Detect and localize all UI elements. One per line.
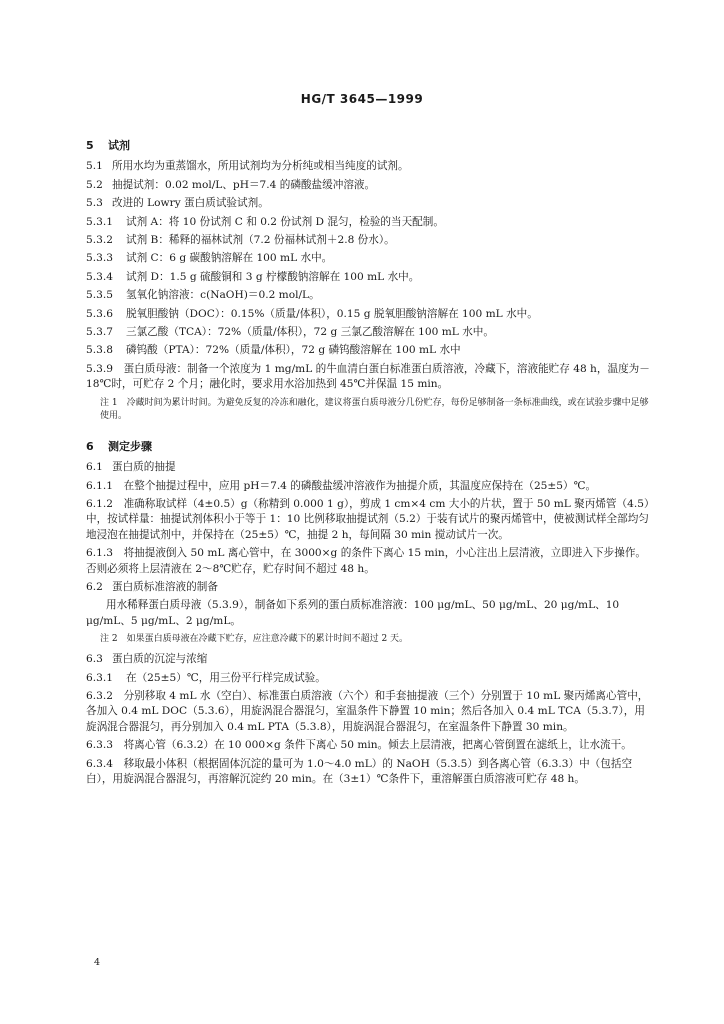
section-5-heading: 5 试剂 xyxy=(86,139,130,152)
page-number: 4 xyxy=(94,957,101,968)
clause-5-3-2: 5.3.2 试剂 B：稀释的福林试剂（7.2 份福林试剂＋2.8 份水）。 xyxy=(86,234,395,247)
page-header: HG/T 3645—1999 xyxy=(300,92,424,106)
clause-5-3-1: 5.3.1 试剂 A：将 10 份试剂 C 和 0.2 份试剂 D 混匀，检验的当天配制。 xyxy=(86,215,444,228)
clause-6-3: 6.3 蛋白质的沉淀与浓缩 xyxy=(86,653,208,666)
clause-6-3-3: 6.3.3 将离心管（6.3.2）在 10 000×g 条件下离心 50 min。倾去上层清液，把离心管倒置在滤纸上，让水流干。 xyxy=(86,739,632,752)
clause-6-1: 6.1 蛋白质的抽提 xyxy=(86,461,176,474)
clause-6-2: 6.2 蛋白质标准溶液的制备 xyxy=(86,580,218,593)
clause-5-3-6: 5.3.6 脱氧胆酸钠（DOC）：0.15%（质量/体积），0.15 g 脱氧胆酸钠溶解在 100 mL 水中。 xyxy=(86,307,538,320)
clause-6-3-2: 6.3.2 分别移取 4 mL 水（空白）、标准蛋白质溶液（六个）和手套抽提液（三个）分别置于 10 mL 聚丙烯离心管中，各加入 0.4 mL DOC（5.3.6），用旋涡混合器混匀，室温条件下静置 10 min；然后各加入 0.4 mL TCA（5.3.7），用旋涡混合器混匀，再分别加入 0.4 mL PTA（5.3.8），用旋涡混合器混匀，在室温条件下静置 30 min。 xyxy=(86,689,649,733)
clause-5-3-9: 5.3.9 蛋白质母液：制备一个浓度为 1 mg/mL 的牛血清白蛋白标准蛋白质溶液，冷藏下，溶液能贮存 48 h，温度为－18℃时，可贮存 2 个月；融化时，要求用水浴加热到 45℃并保温 15 min。 xyxy=(86,362,650,391)
clause-6-3-1: 6.3.1 在（25±5）℃，用三份平行样完成试验。 xyxy=(86,671,326,684)
clause-5-3: 5.3 改进的 Lowry 蛋白质试验试剂。 xyxy=(86,197,269,210)
note-1: 注 1 冷藏时间为累计时间。为避免反复的冷冻和融化，建议将蛋白质母液分几份贮存，每份足够制备一条标准曲线，或在试验步骤中足够使用。 xyxy=(100,397,649,421)
clause-5-3-5: 5.3.5 氢氧化钠溶液：c(NaOH)＝0.2 mol/L。 xyxy=(86,289,320,302)
clause-5-3-3: 5.3.3 试剂 C：6 g 碳酸钠溶解在 100 mL 水中。 xyxy=(86,252,333,265)
clause-5-3-8: 5.3.8 磷钨酸（PTA）：72%（质量/体积），72 g 磷钨酸溶解在 100 mL 水中 xyxy=(86,344,461,357)
clause-6-3-4: 6.3.4 移取最小体积（根据固体沉淀的量可为 1.0～4.0 mL）的 NaOH（5.3.5）到各离心管（6.3.3）中（包括空白），用旋涡混合器混匀，再溶解沉淀约 20 min。在（3±1）℃条件下，重溶解蛋白质溶液可贮存 48 h。 xyxy=(86,757,633,785)
clause-5-2: 5.2 抽提试剂：0.02 mol/L、pH＝7.4 的磷酸盐缓冲溶液。 xyxy=(86,178,376,191)
clause-5-3-4: 5.3.4 试剂 D：1.5 g 硫酸铜和 3 g 柠檬酸钠溶解在 100 mL 水中。 xyxy=(86,270,420,283)
clause-6-1-1: 6.1.1 在整个抽提过程中，应用 pH＝7.4 的磷酸盐缓冲溶液作为抽提介质，其温度应保持在（25±5）℃。 xyxy=(86,479,597,492)
clause-6-2-body: 用水稀释蛋白质母液（5.3.9），制备如下系列的蛋白质标准溶液：100 μg/mL、50 μg/mL、20 μg/mL、10 μg/mL、5 μg/mL、2 μg/mL。 xyxy=(86,599,620,627)
document-body xyxy=(86,134,654,790)
note-2: 注 2 如果蛋白质母液在冷藏下贮存，应注意冷藏下的累计时间不超过 2 天。 xyxy=(100,634,409,645)
clause-5-1: 5.1 所用水均为重蒸馏水，所用试剂均为分析纯或相当纯度的试剂。 xyxy=(86,160,409,173)
clause-5-3-7: 5.3.7 三氯乙酸（TCA）：72%（质量/体积），72 g 三氯乙酸溶解在 100 mL 水中。 xyxy=(86,326,494,339)
clause-6-1-3: 6.1.3 将抽提液倒入 50 mL 离心管中，在 3000×g 的条件下离心 15 min，小心注出上层清液，立即进入下步操作。否则必须将上层清液在 2～8℃贮存，贮存时间不超过 48 h。 xyxy=(86,547,647,575)
section-6-heading: 6 测定步骤 xyxy=(86,439,152,453)
clause-6-1-2: 6.1.2 准确称取试样（4±0.5）g（称精到 0.000 1 g），剪成 1 cm×4 cm 大小的片状，置于 50 mL 聚丙烯管（4.5）中，按试样量：抽提试剂体积小于等于 1：10 比例移取抽提试剂（5.2）于装有试片的聚丙烯管中，使被测试样全部均匀地浸泡在抽提试剂中，并保持在（25±5）℃，抽提 2 h，每间隔 30 min 搅动试片一次。 xyxy=(86,497,650,541)
